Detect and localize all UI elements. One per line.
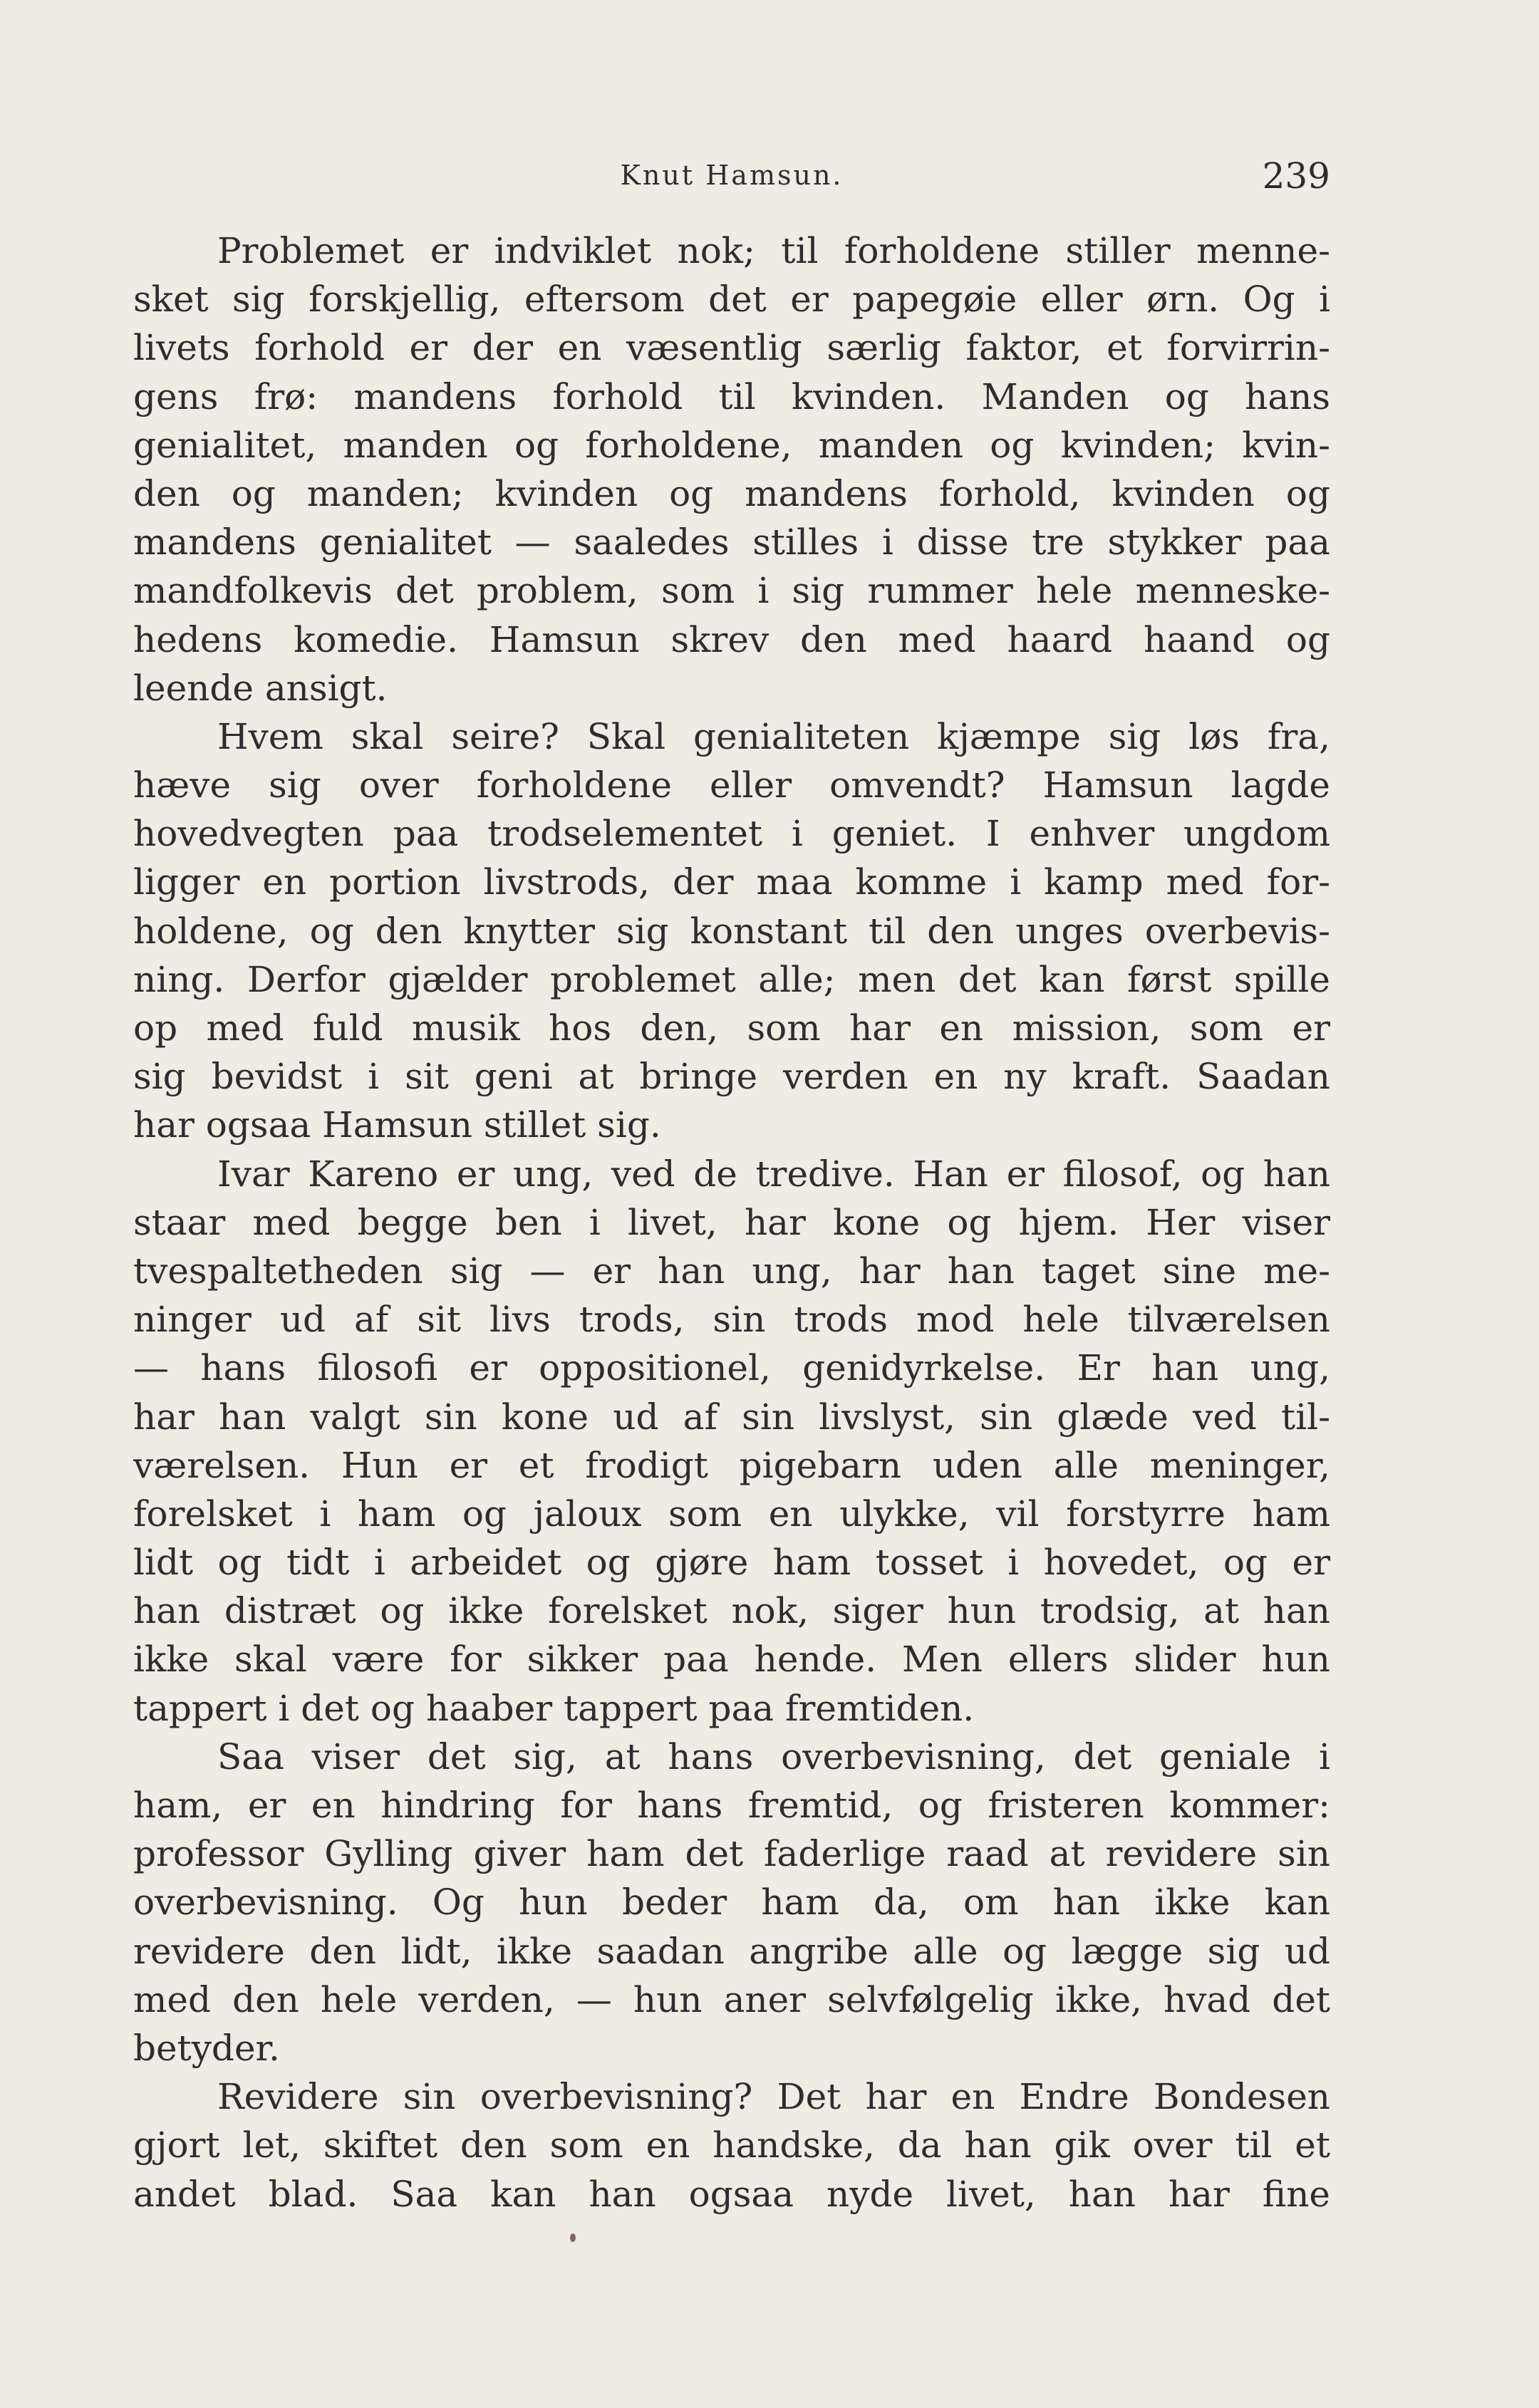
text-line: ligger en portion livstrods, der maa komme i kamp med for-	[133, 861, 1330, 903]
text-line: mandens genialitet — saaledes stilles i disse tre stykker paa	[133, 521, 1330, 564]
page-number: 239	[1262, 155, 1330, 197]
text-line: andet blad. Saa kan han ogsaa nyde livet, han har fine	[133, 2173, 1330, 2215]
text-line: forelsket i ham og jaloux som en ulykke, vil forstyrre ham	[133, 1493, 1330, 1535]
text-line: har han valgt sin kone ud af sin livslyst, sin glæde ved til-	[133, 1396, 1330, 1438]
text-line: holdene, og den knytter sig konstant til den unges overbevis-	[133, 910, 1330, 952]
text-line: lidt og tidt i arbeidet og gjøre ham tosset i hovedet, og er	[133, 1542, 1330, 1584]
text-line: gjort let, skiftet den som en handske, da han gik over til et	[133, 2124, 1330, 2166]
text-line: hedens komedie. Hamsun skrev den med haard haand og	[133, 618, 1330, 660]
text-line: sig bevidst i sit geni at bringe verden en ny kraft. Saadan	[133, 1056, 1330, 1098]
text-line: ninger ud af sit livs trods, sin trods mod hele tilværelsen	[133, 1299, 1330, 1341]
text-line: professor Gylling giver ham det faderlige raad at revidere sin	[133, 1833, 1330, 1875]
text-line: betyder.	[133, 2027, 280, 2069]
text-line: den og manden; kvinden og mandens forhold, kvinden og	[133, 472, 1330, 514]
ink-speck	[570, 2233, 576, 2242]
text-line: med den hele verden, — hun aner selvfølgelig ikke, hvad det	[133, 1978, 1330, 2020]
text-line: værelsen. Hun er et frodigt pigebarn uden alle meninger,	[133, 1444, 1330, 1486]
text-line: hovedvegten paa trodselementet i geniet. I enhver ungdom	[133, 813, 1330, 855]
text-line: genialitet, manden og forholdene, manden og kvinden; kvin-	[133, 424, 1330, 466]
text-line: har ogsaa Hamsun stillet sig.	[133, 1104, 661, 1146]
running-title: Knut Hamsun.	[620, 160, 844, 191]
text-line: Problemet er indviklet nok; til forholdene stiller menne-	[217, 230, 1330, 271]
text-line: Saa viser det sig, at hans overbevisning, det geniale i	[217, 1735, 1330, 1778]
text-line: hæve sig over forholdene eller omvendt? Hamsun lagde	[133, 764, 1330, 806]
text-line: op med fuld musik hos den, som har en mission, som er	[133, 1007, 1330, 1049]
text-line: gens frø: mandens forhold til kvinden. Manden og hans	[133, 375, 1330, 417]
text-line: ikke skal være for sikker paa hende. Men ellers slider hun	[133, 1639, 1330, 1681]
text-line: tvespaltetheden sig — er han ung, har han taget sine me-	[133, 1250, 1330, 1292]
text-line: Revidere sin overbevisning? Det har en Endre Bondesen	[217, 2076, 1330, 2118]
text-line: staar med begge ben i livet, har kone og hjem. Her viser	[133, 1201, 1330, 1243]
text-line: ning. Derfor gjælder problemet alle; men det kan først spille	[133, 958, 1330, 1000]
text-line: han distræt og ikke forelsket nok, siger hun trodsig, at han	[133, 1590, 1330, 1632]
text-line: — hans filosofi er oppositionel, genidyrkelse. Er han ung,	[133, 1347, 1330, 1389]
text-line: revidere den lidt, ikke saadan angribe alle og lægge sig ud	[133, 1930, 1330, 1972]
text-line: ham, er en hindring for hans fremtid, og fristeren kommer:	[133, 1785, 1330, 1826]
text-line: livets forhold er der en væsentlig særlig faktor, et forvirrin-	[133, 327, 1330, 369]
text-line: leende ansigt.	[133, 667, 388, 709]
text-line: mandfolkevis det problem, som i sig rummer hele menneske-	[133, 570, 1330, 612]
text-line: Hvem skal seire? Skal genialiteten kjæmpe sig løs fra,	[217, 715, 1330, 757]
text-line: overbevisning. Og hun beder ham da, om han ikke kan	[133, 1882, 1330, 1924]
text-line: tappert i det og haaber tappert paa fremtiden.	[133, 1687, 975, 1729]
running-head	[133, 155, 1330, 198]
body-text	[133, 227, 1330, 2218]
text-line: Ivar Kareno er ung, ved de tredive. Han er filosof, og han	[217, 1153, 1330, 1195]
text-line: sket sig forskjellig, eftersom det er papegøie eller ørn. Og i	[133, 279, 1330, 321]
